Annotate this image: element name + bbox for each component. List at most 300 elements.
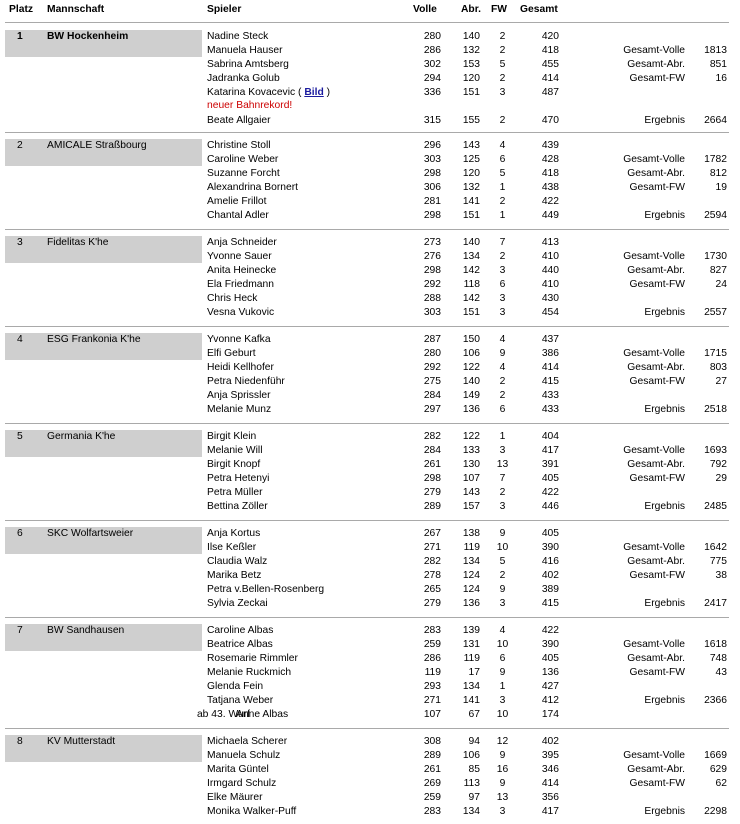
gesamt-volle-value: 1693 bbox=[704, 445, 727, 456]
player-name: Yvonne Kafka bbox=[207, 334, 271, 345]
player-volle: 308 bbox=[423, 736, 441, 747]
player-gesamt: 417 bbox=[541, 445, 559, 456]
team-rank: 7 bbox=[17, 625, 23, 636]
player-name: Heidi Kellhofer bbox=[207, 362, 274, 373]
player-gesamt: 454 bbox=[541, 307, 559, 318]
player-gesamt: 433 bbox=[541, 404, 559, 415]
player-fw: 9 bbox=[499, 750, 506, 761]
gesamt-volle-value: 1715 bbox=[704, 348, 727, 359]
player-gesamt: 412 bbox=[541, 695, 559, 706]
player-name: Irmgard Schulz bbox=[207, 778, 277, 789]
player-fw: 4 bbox=[499, 140, 506, 151]
player-name: Chantal Adler bbox=[207, 210, 269, 221]
gesamt-fw-value: 29 bbox=[715, 473, 727, 484]
player-fw: 7 bbox=[499, 473, 506, 484]
header-platz: Platz bbox=[9, 4, 34, 15]
player-name: Melanie Ruckmich bbox=[207, 667, 292, 678]
player-volle: 281 bbox=[423, 196, 441, 207]
gesamt-volle-label: Gesamt-Volle bbox=[623, 542, 685, 553]
player-abr: 130 bbox=[462, 459, 480, 470]
player-fw: 3 bbox=[499, 307, 506, 318]
player-abr: 125 bbox=[462, 154, 480, 165]
gesamt-abr-value: 775 bbox=[709, 556, 727, 567]
player-volle: 283 bbox=[423, 806, 441, 817]
player-fw: 6 bbox=[499, 154, 506, 165]
gesamt-abr-label: Gesamt-Abr. bbox=[627, 556, 685, 567]
player-volle: 294 bbox=[423, 73, 441, 84]
player-volle: 292 bbox=[423, 279, 441, 290]
header-volle: Volle bbox=[413, 4, 437, 15]
player-volle: 280 bbox=[423, 31, 441, 42]
player-gesamt: 433 bbox=[541, 390, 559, 401]
gesamt-fw-value: 24 bbox=[715, 279, 727, 290]
player-fw: 6 bbox=[499, 279, 506, 290]
player-abr: 142 bbox=[462, 265, 480, 276]
player-name: Chris Heck bbox=[207, 293, 258, 304]
player-volle: 275 bbox=[423, 376, 441, 387]
player-gesamt: 386 bbox=[541, 348, 559, 359]
player-name: Petra Niedenführ bbox=[207, 376, 285, 387]
player-abr: 150 bbox=[462, 334, 480, 345]
team-separator bbox=[5, 728, 729, 729]
player-volle: 289 bbox=[423, 501, 441, 512]
player-gesamt: 470 bbox=[541, 115, 559, 126]
player-volle: 287 bbox=[423, 334, 441, 345]
player-fw: 9 bbox=[499, 528, 506, 539]
player-gesamt: 427 bbox=[541, 681, 559, 692]
player-name: Anne Albas bbox=[236, 709, 289, 720]
player-name: Katarina Kovacevic ( Bild ) bbox=[207, 87, 331, 98]
player-fw: 13 bbox=[496, 792, 509, 803]
player-volle: 265 bbox=[423, 584, 441, 595]
team-separator bbox=[5, 132, 729, 133]
header-gesamt: Gesamt bbox=[520, 4, 558, 15]
player-abr: 17 bbox=[468, 667, 480, 678]
gesamt-abr-label: Gesamt-Abr. bbox=[627, 362, 685, 373]
player-fw: 3 bbox=[499, 501, 506, 512]
player-gesamt: 391 bbox=[541, 459, 559, 470]
player-abr: 155 bbox=[462, 115, 480, 126]
player-volle: 284 bbox=[423, 445, 441, 456]
ergebnis-value: 2557 bbox=[704, 307, 727, 318]
ergebnis-label: Ergebnis bbox=[644, 210, 685, 221]
gesamt-fw-label: Gesamt-FW bbox=[629, 182, 685, 193]
player-abr: 141 bbox=[462, 695, 480, 706]
gesamt-fw-value: 16 bbox=[715, 73, 727, 84]
player-abr: 140 bbox=[462, 237, 480, 248]
player-volle: 298 bbox=[423, 168, 441, 179]
gesamt-volle-label: Gesamt-Volle bbox=[623, 251, 685, 262]
gesamt-fw-value: 43 bbox=[715, 667, 727, 678]
player-volle: 298 bbox=[423, 473, 441, 484]
player-abr: 132 bbox=[462, 45, 480, 56]
player-volle: 293 bbox=[423, 681, 441, 692]
player-abr: 133 bbox=[462, 445, 480, 456]
team-rank: 8 bbox=[17, 736, 23, 747]
player-gesamt: 402 bbox=[541, 570, 559, 581]
player-gesamt: 415 bbox=[541, 376, 559, 387]
player-name: Elke Mäurer bbox=[207, 792, 263, 803]
gesamt-volle-value: 1782 bbox=[704, 154, 727, 165]
ergebnis-label: Ergebnis bbox=[644, 307, 685, 318]
player-gesamt: 420 bbox=[541, 31, 559, 42]
player-gesamt: 428 bbox=[541, 154, 559, 165]
gesamt-abr-label: Gesamt-Abr. bbox=[627, 168, 685, 179]
gesamt-abr-value: 803 bbox=[709, 362, 727, 373]
team-name: ESG Frankonia K'he bbox=[47, 334, 141, 345]
player-gesamt: 136 bbox=[541, 667, 559, 678]
player-abr: 119 bbox=[463, 653, 480, 664]
gesamt-abr-value: 629 bbox=[709, 764, 727, 775]
player-fw: 2 bbox=[499, 487, 506, 498]
gesamt-fw-value: 27 bbox=[715, 376, 727, 387]
gesamt-fw-value: 62 bbox=[715, 778, 727, 789]
player-fw: 1 bbox=[499, 210, 506, 221]
player-volle: 279 bbox=[423, 487, 441, 498]
player-abr: 151 bbox=[462, 87, 480, 98]
player-fw: 5 bbox=[499, 168, 506, 179]
gesamt-volle-label: Gesamt-Volle bbox=[623, 348, 685, 359]
player-gesamt: 422 bbox=[541, 196, 559, 207]
gesamt-fw-label: Gesamt-FW bbox=[629, 73, 685, 84]
player-name: Marika Betz bbox=[207, 570, 262, 581]
header-abr: Abr. bbox=[461, 4, 482, 15]
player-name: Sylvia Zeckai bbox=[207, 598, 268, 609]
player-volle: 279 bbox=[423, 598, 441, 609]
gesamt-abr-value: 748 bbox=[709, 653, 727, 664]
gesamt-volle-label: Gesamt-Volle bbox=[623, 154, 685, 165]
gesamt-abr-value: 851 bbox=[709, 59, 727, 70]
player-volle: 283 bbox=[423, 625, 441, 636]
gesamt-volle-value: 1642 bbox=[704, 542, 727, 553]
player-name: Ilse Keßler bbox=[207, 542, 257, 553]
team-name: Germania K'he bbox=[47, 431, 116, 442]
player-fw: 2 bbox=[499, 115, 506, 126]
player-fw: 9 bbox=[499, 667, 506, 678]
player-name: Sabrina Amtsberg bbox=[207, 59, 289, 70]
player-abr: 106 bbox=[462, 348, 480, 359]
player-abr: 85 bbox=[468, 764, 480, 775]
player-abr: 142 bbox=[462, 293, 480, 304]
player-fw: 2 bbox=[499, 73, 506, 84]
player-fw: 1 bbox=[499, 182, 506, 193]
player-name: Tatjana Weber bbox=[207, 695, 274, 706]
player-volle: 289 bbox=[423, 750, 441, 761]
player-fw: 3 bbox=[499, 265, 506, 276]
gesamt-abr-label: Gesamt-Abr. bbox=[627, 59, 685, 70]
gesamt-fw-value: 19 bbox=[715, 182, 727, 193]
player-fw: 5 bbox=[499, 59, 506, 70]
player-volle: 276 bbox=[423, 251, 441, 262]
player-volle: 261 bbox=[423, 459, 441, 470]
player-abr: 120 bbox=[462, 73, 480, 84]
player-gesamt: 405 bbox=[541, 473, 559, 484]
player-abr: 151 bbox=[462, 307, 480, 318]
team-rank: 2 bbox=[17, 140, 23, 151]
ergebnis-label: Ergebnis bbox=[644, 598, 685, 609]
player-volle: 288 bbox=[423, 293, 441, 304]
player-name: Beatrice Albas bbox=[207, 639, 273, 650]
player-name: Ela Friedmann bbox=[207, 279, 274, 290]
header-spieler: Spieler bbox=[207, 4, 242, 15]
player-name: Petra v.Bellen-Rosenberg bbox=[207, 584, 325, 595]
team-separator bbox=[5, 22, 729, 23]
player-gesamt: 402 bbox=[541, 736, 559, 747]
player-abr: 134 bbox=[462, 681, 480, 692]
team-rank: 6 bbox=[17, 528, 23, 539]
player-name: Manuela Hauser bbox=[207, 45, 283, 56]
player-fw: 13 bbox=[496, 459, 509, 470]
player-abr: 153 bbox=[462, 59, 480, 70]
ergebnis-value: 2417 bbox=[704, 598, 727, 609]
player-abr: 134 bbox=[462, 806, 480, 817]
player-name: Manuela Schulz bbox=[207, 750, 281, 761]
player-abr: 141 bbox=[462, 196, 480, 207]
player-fw: 3 bbox=[499, 806, 506, 817]
ergebnis-label: Ergebnis bbox=[644, 501, 685, 512]
player-fw: 10 bbox=[496, 542, 509, 553]
player-gesamt: 405 bbox=[541, 653, 559, 664]
player-volle: 119 bbox=[424, 667, 441, 678]
header-fw: FW bbox=[491, 4, 508, 15]
player-abr: 140 bbox=[462, 376, 480, 387]
gesamt-fw-label: Gesamt-FW bbox=[629, 473, 685, 484]
player-volle: 278 bbox=[423, 570, 441, 581]
gesamt-fw-label: Gesamt-FW bbox=[629, 570, 685, 581]
player-gesamt: 438 bbox=[541, 182, 559, 193]
player-gesamt: 356 bbox=[541, 792, 559, 803]
gesamt-abr-value: 812 bbox=[709, 168, 727, 179]
team-rank: 1 bbox=[17, 31, 23, 42]
player-fw: 3 bbox=[499, 293, 506, 304]
player-name: Bettina Zöller bbox=[207, 501, 268, 512]
ergebnis-value: 2594 bbox=[704, 210, 727, 221]
player-name: Beate Allgaier bbox=[207, 115, 271, 126]
player-name: Caroline Albas bbox=[207, 625, 274, 636]
player-volle: 303 bbox=[423, 307, 441, 318]
player-volle: 298 bbox=[423, 265, 441, 276]
player-abr: 122 bbox=[462, 431, 480, 442]
ergebnis-label: Ergebnis bbox=[644, 695, 685, 706]
gesamt-volle-value: 1618 bbox=[704, 639, 727, 650]
player-fw: 5 bbox=[499, 556, 506, 567]
player-fw: 16 bbox=[496, 764, 509, 775]
gesamt-volle-value: 1813 bbox=[704, 45, 727, 56]
player-fw: 2 bbox=[499, 570, 506, 581]
player-abr: 120 bbox=[462, 168, 480, 179]
player-volle: 315 bbox=[423, 115, 441, 126]
player-fw: 3 bbox=[499, 695, 506, 706]
player-fw: 12 bbox=[496, 736, 509, 747]
gesamt-fw-label: Gesamt-FW bbox=[629, 279, 685, 290]
player-gesamt: 395 bbox=[541, 750, 559, 761]
team-name: Fidelitas K'he bbox=[47, 237, 109, 248]
player-gesamt: 418 bbox=[541, 45, 559, 56]
player-fw: 1 bbox=[499, 681, 506, 692]
ergebnis-value: 2366 bbox=[704, 695, 727, 706]
player-abr: 118 bbox=[463, 279, 480, 290]
player-volle: 298 bbox=[423, 210, 441, 221]
player-gesamt: 439 bbox=[541, 140, 559, 151]
player-name-text: Katarina Kovacevic bbox=[207, 87, 296, 98]
player-name: Amelie Frillot bbox=[207, 196, 267, 207]
player-volle: 286 bbox=[423, 653, 441, 664]
player-fw: 4 bbox=[499, 334, 506, 345]
record-note: neuer Bahnrekord! bbox=[207, 100, 293, 111]
player-name: Alexandrina Bornert bbox=[207, 182, 299, 193]
player-abr: 94 bbox=[468, 736, 480, 747]
player-fw: 9 bbox=[499, 348, 506, 359]
player-gesamt: 414 bbox=[541, 362, 559, 373]
player-volle: 282 bbox=[423, 431, 441, 442]
ergebnis-value: 2664 bbox=[704, 115, 727, 126]
gesamt-fw-label: Gesamt-FW bbox=[629, 376, 685, 387]
gesamt-volle-label: Gesamt-Volle bbox=[623, 45, 685, 56]
player-name: Petra Hetenyi bbox=[207, 473, 270, 484]
player-gesamt: 346 bbox=[541, 764, 559, 775]
ergebnis-value: 2298 bbox=[704, 806, 727, 817]
player-fw: 1 bbox=[499, 431, 506, 442]
player-volle: 336 bbox=[423, 87, 441, 98]
team-separator bbox=[5, 326, 729, 327]
player-name: Glenda Fein bbox=[207, 681, 264, 692]
team-name: BW Sandhausen bbox=[47, 625, 125, 636]
player-abr: 107 bbox=[462, 473, 480, 484]
player-abr: 97 bbox=[468, 792, 480, 803]
player-fw: 10 bbox=[496, 639, 509, 650]
player-abr: 143 bbox=[462, 487, 480, 498]
player-fw: 6 bbox=[499, 404, 506, 415]
team-rank: 5 bbox=[17, 431, 23, 442]
player-gesamt: 418 bbox=[541, 168, 559, 179]
gesamt-fw-label: Gesamt-FW bbox=[629, 667, 685, 678]
ergebnis-label: Ergebnis bbox=[644, 115, 685, 126]
player-abr: 136 bbox=[462, 598, 480, 609]
player-name: Caroline Weber bbox=[207, 154, 279, 165]
gesamt-fw-value: 38 bbox=[715, 570, 727, 581]
player-abr: 134 bbox=[462, 251, 480, 262]
team-name: AMICALE Straßbourg bbox=[47, 140, 147, 151]
player-name: Anita Heinecke bbox=[207, 265, 277, 276]
player-gesamt: 455 bbox=[541, 59, 559, 70]
player-name: Melanie Will bbox=[207, 445, 263, 456]
player-fw: 2 bbox=[499, 376, 506, 387]
gesamt-abr-label: Gesamt-Abr. bbox=[627, 764, 685, 775]
player-abr: 122 bbox=[462, 362, 480, 373]
player-gesamt: 413 bbox=[541, 237, 559, 248]
player-fw: 10 bbox=[496, 709, 509, 720]
player-name: Melanie Munz bbox=[207, 404, 272, 415]
team-separator bbox=[5, 617, 729, 618]
player-volle: 269 bbox=[423, 778, 441, 789]
player-gesamt: 389 bbox=[541, 584, 559, 595]
ergebnis-label: Ergebnis bbox=[644, 404, 685, 415]
player-volle: 259 bbox=[423, 639, 441, 650]
team-name: SKC Wolfartsweier bbox=[47, 528, 134, 539]
player-abr: 131 bbox=[462, 639, 480, 650]
player-volle: 261 bbox=[423, 764, 441, 775]
gesamt-abr-label: Gesamt-Abr. bbox=[627, 265, 685, 276]
gesamt-volle-label: Gesamt-Volle bbox=[623, 445, 685, 456]
player-fw: 3 bbox=[499, 445, 506, 456]
player-volle: 292 bbox=[423, 362, 441, 373]
player-name: Anja Kortus bbox=[207, 528, 261, 539]
player-abr: 138 bbox=[462, 528, 480, 539]
gesamt-volle-label: Gesamt-Volle bbox=[623, 750, 685, 761]
player-fw: 2 bbox=[499, 31, 506, 42]
player-name: Nadine Steck bbox=[207, 31, 269, 42]
gesamt-abr-value: 827 bbox=[709, 265, 727, 276]
team-name: BW Hockenheim bbox=[47, 31, 129, 42]
player-volle: 282 bbox=[423, 556, 441, 567]
player-volle: 267 bbox=[423, 528, 441, 539]
player-abr: 113 bbox=[463, 778, 480, 789]
photo-link[interactable]: Bild bbox=[304, 87, 324, 98]
player-gesamt: 487 bbox=[541, 87, 559, 98]
team-rank: 4 bbox=[17, 334, 23, 345]
player-volle: 271 bbox=[423, 542, 441, 553]
player-name: Marita Güntel bbox=[207, 764, 269, 775]
player-name: Elfi Geburt bbox=[207, 348, 256, 359]
player-gesamt: 422 bbox=[541, 625, 559, 636]
player-gesamt: 422 bbox=[541, 487, 559, 498]
player-name: Suzanne Forcht bbox=[207, 168, 280, 179]
player-gesamt: 440 bbox=[541, 265, 559, 276]
player-gesamt: 410 bbox=[541, 279, 559, 290]
player-fw: 4 bbox=[499, 362, 506, 373]
player-volle: 306 bbox=[423, 182, 441, 193]
player-abr: 132 bbox=[462, 182, 480, 193]
player-abr: 149 bbox=[462, 390, 480, 401]
player-fw: 6 bbox=[499, 653, 506, 664]
player-abr: 124 bbox=[462, 584, 480, 595]
player-name: Birgit Knopf bbox=[207, 459, 261, 470]
player-volle: 296 bbox=[423, 140, 441, 151]
player-gesamt: 414 bbox=[541, 73, 559, 84]
player-abr: 67 bbox=[468, 709, 480, 720]
player-gesamt: 414 bbox=[541, 778, 559, 789]
player-abr: 136 bbox=[462, 404, 480, 415]
player-gesamt: 174 bbox=[541, 709, 559, 720]
player-gesamt: 449 bbox=[541, 210, 559, 221]
player-volle: 107 bbox=[423, 709, 441, 720]
player-fw: 9 bbox=[499, 584, 506, 595]
gesamt-abr-value: 792 bbox=[709, 459, 727, 470]
player-volle: 286 bbox=[423, 45, 441, 56]
player-gesamt: 404 bbox=[541, 431, 559, 442]
header-mannschaft: Mannschaft bbox=[47, 4, 105, 15]
player-name: Monika Walker-Puff bbox=[207, 806, 297, 817]
player-gesamt: 390 bbox=[541, 542, 559, 553]
player-abr: 143 bbox=[462, 140, 480, 151]
player-name: Petra Müller bbox=[207, 487, 263, 498]
player-abr: 119 bbox=[463, 542, 480, 553]
gesamt-fw-label: Gesamt-FW bbox=[629, 778, 685, 789]
player-gesamt: 417 bbox=[541, 806, 559, 817]
player-abr: 151 bbox=[462, 210, 480, 221]
player-name: Anja Schneider bbox=[207, 237, 277, 248]
player-volle: 297 bbox=[423, 404, 441, 415]
player-volle: 273 bbox=[423, 237, 441, 248]
gesamt-abr-label: Gesamt-Abr. bbox=[627, 653, 685, 664]
player-abr: 157 bbox=[462, 501, 480, 512]
player-gesamt: 390 bbox=[541, 639, 559, 650]
player-abr: 134 bbox=[462, 556, 480, 567]
team-rank: 3 bbox=[17, 237, 23, 248]
player-volle: 302 bbox=[423, 59, 441, 70]
ergebnis-value: 2485 bbox=[704, 501, 727, 512]
player-fw: 3 bbox=[499, 87, 506, 98]
